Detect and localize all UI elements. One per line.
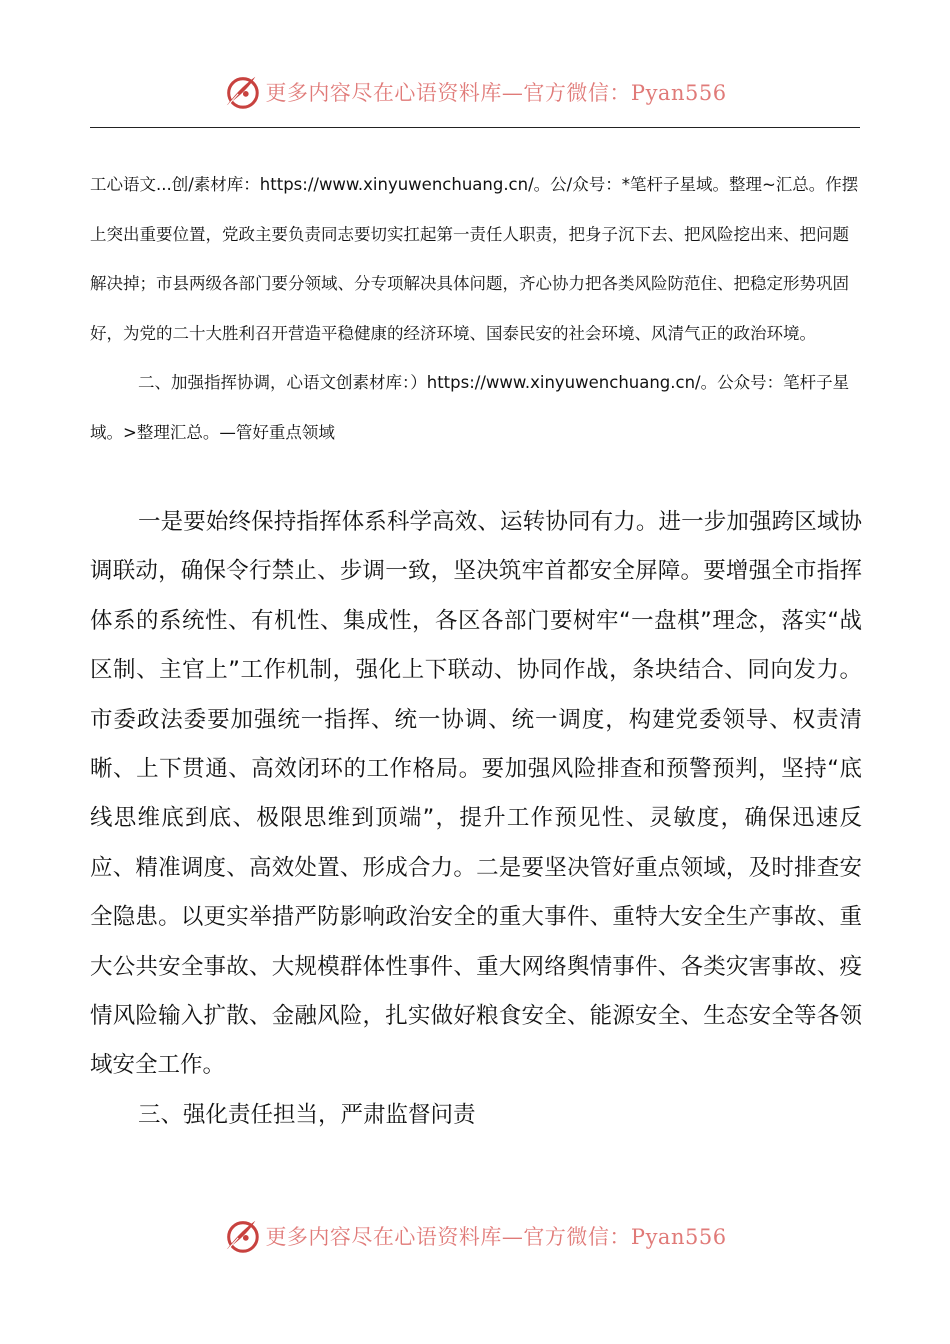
header-banner-text: 更多内容尽在心语资料库—官方微信：Pyan556 bbox=[265, 81, 727, 105]
footer-banner-text: 更多内容尽在心语资料库—官方微信：Pyan556 bbox=[265, 1225, 727, 1249]
small-text-section bbox=[90, 160, 865, 457]
footer-banner bbox=[0, 1212, 950, 1260]
paragraph-main-1: 一是要始终保持指挥体系科学高效、运转协同有力。进一步加强跨区域协调联动，确保令行禁止、步调一致，坚决筑牢首都安全屏障。要增强全市指挥体系的系统性、有机性、集成性，各区各部门要树牢“一盘棋”理念，落实“战区制、主官上”工作机制，强化上下联动、协同作战，条块结合、同向发力。市委政法委要加强统一指挥、统一协调、统一调度，构建党委领导、权责清晰、上下贯通、高效闭环的工作格局。要加强风险排查和预警预判，坚持“底线思维底到底、极限思维到顶端”，提升工作预见性、灵敏度，确保迅速反应、精准调度、高效处置、形成合力。二是要坚决管好重点领域，及时排查安全隐患。以更实举措严防影响政治安全的重大事件、重特大安全生产事故、重大公共安全事故、大规模群体性事件、重大网络舆情事件、各类灾害事故、疫情风险输入扩散、金融风险，扎实做好粮食安全、能源安全、生态安全等各领域安全工作。 bbox=[90, 509, 862, 1079]
quill-circle-logo-icon bbox=[223, 73, 261, 111]
header-divider bbox=[90, 127, 860, 128]
section-heading-3: 三、强化责任担当，严肃监督问责 bbox=[138, 1101, 476, 1128]
main-text-section bbox=[90, 498, 862, 1140]
paragraph-small-1: 工心语文...创/素材库：https://www.xinyuwenchuang.cn/。公/众号：*笔杆子星域。整理~汇总。作摆上突出重要位置，党政主要负责同志要切实扛起第一责任人职责，把身子沉下去、把风险挖出来、把问题解决掉；市县两级各部门要分领域、分专项解决具体问题，齐心协力把各类风险防范住、把稳定形势巩固好，为党的二十大胜利召开营造平稳健康的经济环境、国泰民安的社会环境、风清气正的政治环境。 bbox=[90, 175, 859, 343]
header-banner bbox=[0, 68, 950, 116]
quill-circle-logo-icon bbox=[223, 1217, 261, 1255]
paragraph-small-2: 二、加强指挥协调，心语文创素材库：）https://www.xinyuwenchuang.cn/。公众号：笔杆子星域。>整理汇总。—管好重点领域 bbox=[90, 373, 850, 442]
